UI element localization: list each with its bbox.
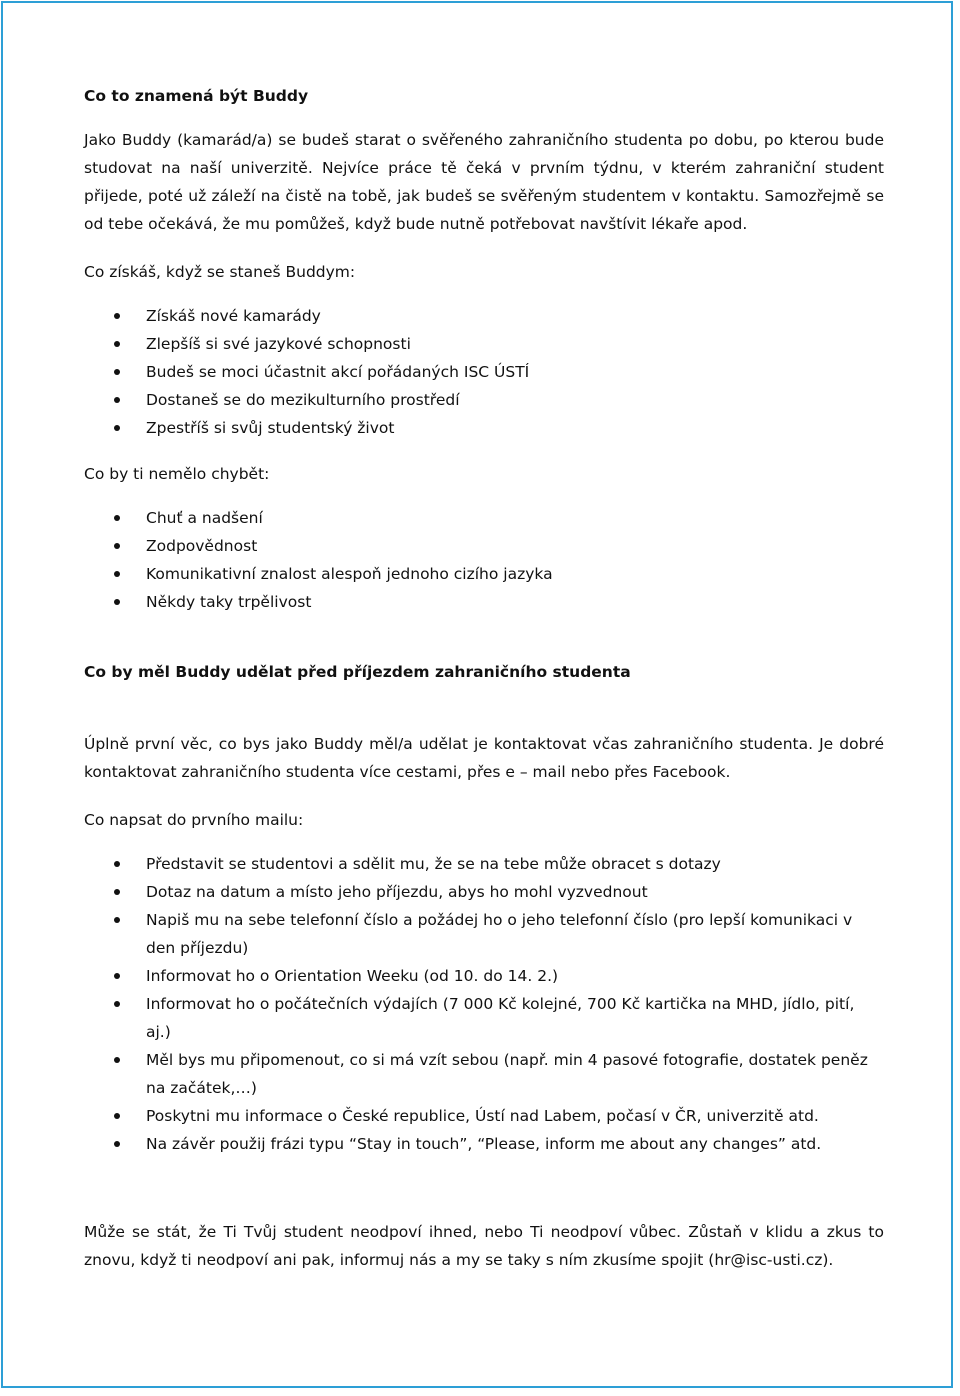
list-item: Budeš se moci účastnit akcí pořádaných ISC ÚSTÍ <box>84 358 884 386</box>
list-item: Napiš mu na sebe telefonní číslo a požádej ho o jeho telefonní číslo (pro lepší komunikaci v den příjezdu) <box>84 906 884 962</box>
section-title-before-arrival: Co by měl Buddy udělat před příjezdem zahraničního studenta <box>84 663 631 681</box>
list-item: Informovat ho o Orientation Weeku (od 10. do 14. 2.) <box>84 962 884 990</box>
list-item: Na závěr použij frázi typu “Stay in touch”, “Please, inform me about any changes” atd. <box>84 1130 884 1158</box>
contact-paragraph: Úplně první věc, co bys jako Buddy měl/a udělat je kontaktovat včas zahraničního studenta. Je dobré kontaktovat zahraničního studenta více cestami, přes e – mail nebo přes Facebook. <box>84 735 884 781</box>
list-item: Získáš nové kamarády <box>84 302 884 330</box>
list-item: Představit se studentovi a sdělit mu, že se na tebe může obracet s dotazy <box>84 850 884 878</box>
document-body <box>84 82 884 1274</box>
list-item: Měl bys mu připomenout, co si má vzít sebou (např. min 4 pasové fotografie, dostatek peněz na začátek,…) <box>84 1046 884 1102</box>
gain-heading: Co získáš, když se staneš Buddym: <box>84 263 356 281</box>
list-item: Dostaneš se do mezikulturního prostředí <box>84 386 884 414</box>
list-item: Zodpovědnost <box>84 532 884 560</box>
mail-heading: Co napsat do prvního mailu: <box>84 811 304 829</box>
section-title-buddy: Co to znamená být Buddy <box>84 87 309 105</box>
list-item: Zpestříš si svůj studentský život <box>84 414 884 442</box>
list-item: Chuť a nadšení <box>84 504 884 532</box>
list-item: Poskytni mu informace o České republice, Ústí nad Labem, počasí v ČR, univerzitě atd. <box>84 1102 884 1130</box>
need-heading: Co by ti nemělo chybět: <box>84 465 270 483</box>
list-item: Zlepšíš si své jazykové schopnosti <box>84 330 884 358</box>
closing-paragraph: Může se stát, že Ti Tvůj student neodpoví ihned, nebo Ti neodpoví vůbec. Zůstaň v klidu a zkus to znovu, když ti neodpoví ani pak, informuj nás a my se taky s ním zkusíme spojit (hr@isc-usti.cz). <box>84 1223 884 1269</box>
list-item: Informovat ho o počátečních výdajích (7 000 Kč kolejné, 700 Kč kartička na MHD, jídlo, pití, aj.) <box>84 990 884 1046</box>
gain-list <box>84 302 884 442</box>
intro-paragraph: Jako Buddy (kamarád/a) se budeš starat o svěřeného zahraničního studenta po dobu, po kterou bude studovat na naší univerzitě. Nejvíce práce tě čeká v prvním týdnu, v kterém zahraniční student přijede, poté už záleží na čistě na tobě, jak budeš se svěřeným studentem v kontaktu. Samozřejmě se od tebe očekává, že mu pomůžeš, když bude nutně potřebovat navštívit lékaře apod. <box>84 131 884 233</box>
need-list <box>84 504 884 616</box>
list-item: Dotaz na datum a místo jeho příjezdu, abys ho mohl vyzvednout <box>84 878 884 906</box>
mail-list <box>84 850 884 1158</box>
list-item: Někdy taky trpělivost <box>84 588 884 616</box>
list-item: Komunikativní znalost alespoň jednoho cizího jazyka <box>84 560 884 588</box>
